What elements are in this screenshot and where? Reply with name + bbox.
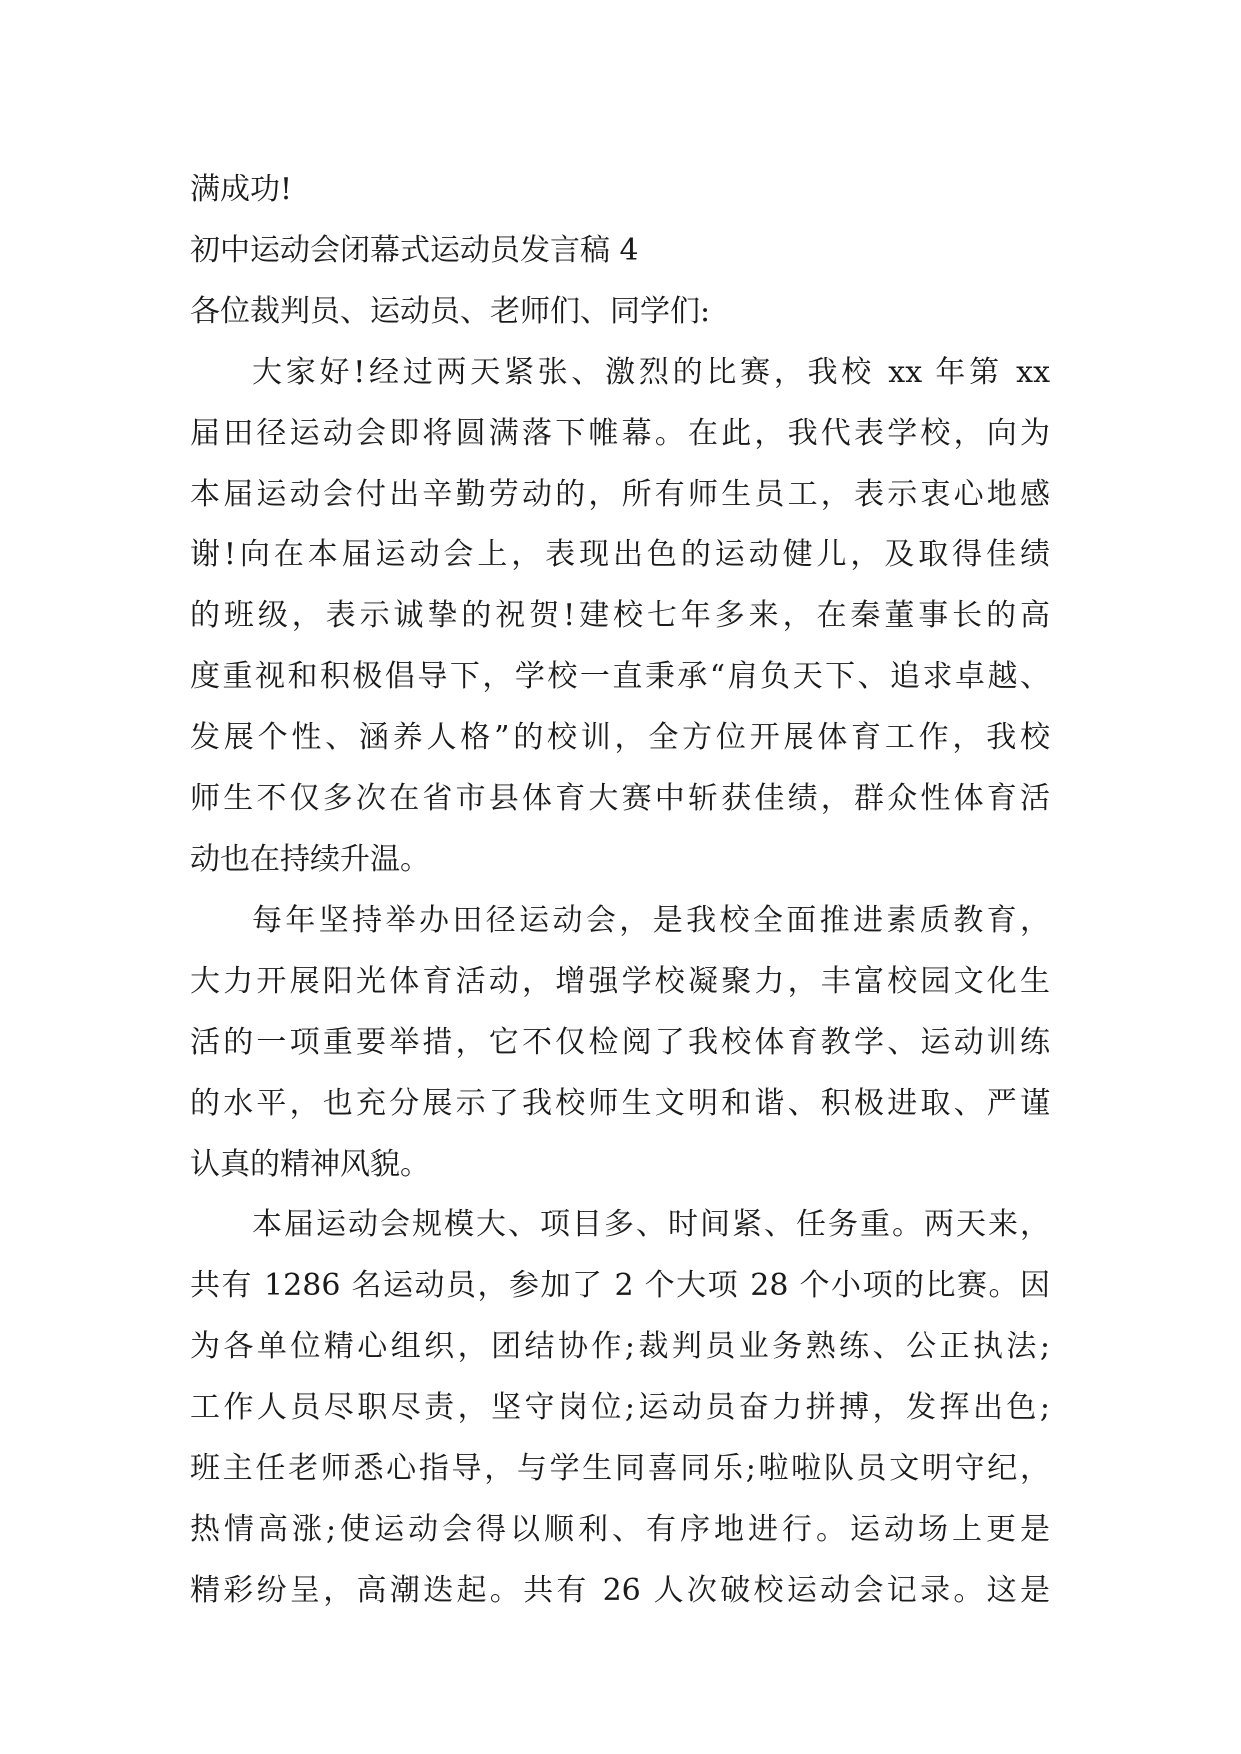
paragraph-line: 班主任老师悉心指导，与学生同喜同乐;啦啦队员文明守纪， xyxy=(190,1451,1050,1487)
paragraph-line: 热情高涨;使运动会得以顺利、有序地进行。运动场上更是 xyxy=(190,1511,1050,1547)
paragraph-line: 师生不仅多次在省市县体育大赛中斩获佳绩，群众性体育活 xyxy=(190,781,1050,817)
paragraph-3 xyxy=(190,1195,1050,1621)
paragraph-line: 本届运动会付出辛勤劳动的，所有师生员工，表示衷心地感 xyxy=(190,476,1050,512)
document-title: 初中运动会闭幕式运动员发言稿 4 xyxy=(190,232,639,268)
paragraph-line: 的班级，表示诚挚的祝贺!建校七年多来，在秦董事长的高 xyxy=(190,598,1050,634)
paragraph-line: 活的一项重要举措，它不仅检阅了我校体育教学、运动训练 xyxy=(190,1024,1050,1060)
paragraph-line: 认真的精神风貌。 xyxy=(190,1146,430,1182)
paragraph-line: 共有 1286 名运动员，参加了 2 个大项 28 个小项的比赛。因 xyxy=(190,1268,1050,1304)
paragraph-line: 届田径运动会即将圆满落下帷幕。在此，我代表学校，向为 xyxy=(190,415,1050,451)
paragraph-line: 动也在持续升温。 xyxy=(190,841,430,877)
paragraph-1 xyxy=(190,343,1050,891)
paragraph-line: 每年坚持举办田径运动会，是我校全面推进素质教育， xyxy=(252,902,1050,938)
paragraph-line: 谢!向在本届运动会上，表现出色的运动健儿，及取得佳绩 xyxy=(190,537,1050,573)
paragraph-line: 为各单位精心组织，团结协作;裁判员业务熟练、公正执法; xyxy=(190,1329,1050,1365)
paragraph-line: 大家好!经过两天紧张、激烈的比赛，我校 xx 年第 xx xyxy=(252,354,1050,390)
paragraph-line: 本届运动会规模大、项目多、时间紧、任务重。两天来， xyxy=(252,1207,1050,1243)
salutation: 各位裁判员、运动员、老师们、同学们: xyxy=(190,293,711,329)
paragraph-line: 发展个性、涵养人格”的校训，全方位开展体育工作，我校 xyxy=(190,720,1050,756)
paragraph-line: 度重视和积极倡导下，学校一直秉承“肩负天下、追求卓越、 xyxy=(190,659,1050,695)
document-page xyxy=(190,160,1050,1622)
paragraph-line: 工作人员尽职尽责，坚守岗位;运动员奋力拼搏，发挥出色; xyxy=(190,1390,1050,1426)
paragraph-line: 的水平，也充分展示了我校师生文明和谐、积极进取、严谨 xyxy=(190,1085,1050,1121)
paragraph-line: 精彩纷呈，高潮迭起。共有 26 人次破校运动会记录。这是 xyxy=(190,1572,1050,1608)
paragraph-2 xyxy=(190,891,1050,1196)
paragraph-line: 大力开展阳光体育活动，增强学校凝聚力，丰富校园文化生 xyxy=(190,963,1050,999)
continued-line: 满成功! xyxy=(190,172,293,207)
